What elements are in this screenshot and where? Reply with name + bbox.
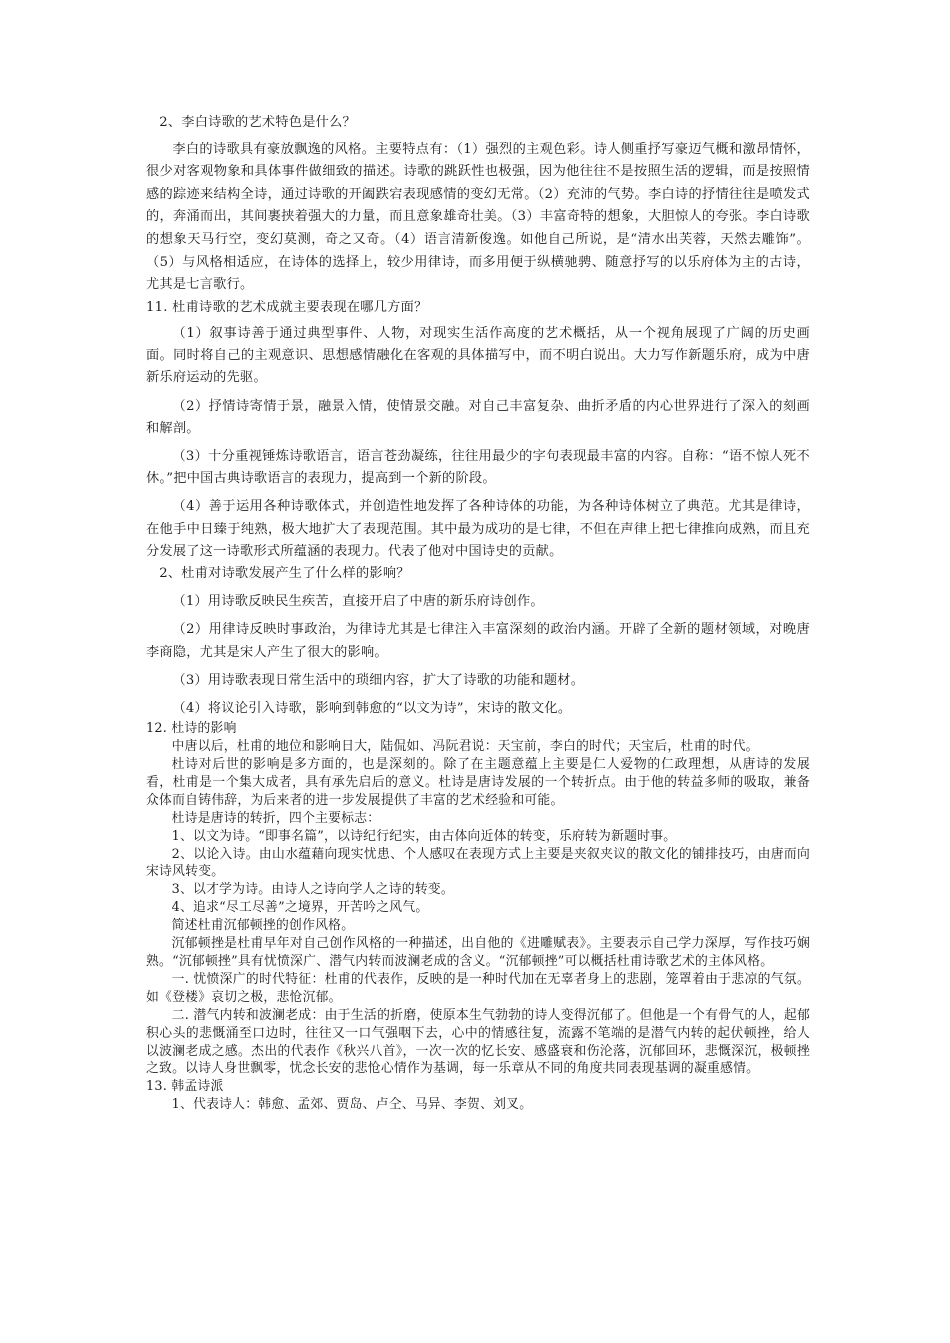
influence-item-4: （4）将议论引入诗歌，影响到韩愈的“以文为诗”，宋诗的散文化。 — [172, 701, 572, 716]
section-13-title: 13. 韩孟诗派 — [146, 1079, 224, 1095]
dufu-section — [146, 297, 810, 720]
section-12 — [146, 720, 810, 1114]
dufu-answer-3: （3）十分重视锤炼诗歌语言，语言苍劲凝练，往往用最少的字句表现最丰富的内容。自称：“语不惊人死不休。”把中国古典诗歌语言的表现力，提高到一个新的阶段。 — [146, 448, 810, 487]
section-12-para-7: 4、追求“尽工尽善”之境界，开苦吟之风气。 — [171, 900, 429, 916]
section-12-para-1: 中唐以后，杜甫的地位和影响日大，陆侃如、冯阮君说：天宝前，李白的时代；天宝后，杜甫的时代。 — [171, 739, 759, 755]
section-12-para-9: 沉郁顿挫是杜甫早年对自己创作风格的一种描述，出自他的《进雕赋表》。主要表示自己学力深厚，写作技巧娴熟。“沉郁顿挫”具有忧愤深广、潜气内转而波澜老成的含义。“沉郁顿挫”可以概括杜甫诗歌艺术的主体风格。 — [146, 936, 810, 969]
dufu-answer-2: （2）抒情诗寄情于景，融景入情，使情景交融。对自己丰富复杂、曲折矛盾的内心世界进行了深入的刻画和解剖。 — [146, 398, 810, 436]
dufu-question: 11. 杜甫诗歌的艺术成就主要表现在哪几方面？ — [146, 299, 428, 315]
section-12-para-5: 2、以论入诗。由山水蕴藉向现实忧患、个人感叹在表现方式上主要是夹叙夹议的散文化的铺排技巧，由唐而向宋诗风转变。 — [146, 846, 810, 880]
influence-item-2: （2）用律诗反映时事政治，为律诗尤其是七律注入丰富深刻的政治内涵。开辟了全新的题材领域，对晚唐李商隐，尤其是宋人产生了很大的影响。 — [146, 622, 810, 660]
dufu-answer-1: （1）叙事诗善于通过典型事件、人物，对现实生活作高度的艺术概括，从一个视角展现了广阔的历史画面。同时将自己的主观意识、思想感情融化在客观的具体描写中，而不明白说出。大力写作新题乐府，成为中唐新乐府运动的先驱。 — [146, 325, 810, 386]
section-12-para-6: 3、以才学为诗。由诗人之诗向学人之诗的转变。 — [171, 882, 454, 898]
dufu-answer-4: （4）善于运用各种诗歌体式，并创造性地发挥了各种诗体的功能，为各种诗体树立了典范。尤其是律诗，在他手中日臻于纯熟，极大地扩大了表现范围。其中最为成功的是七律，不但在声律上把七律推向成熟，而且充分发展了这一诗歌形式所蕴涵的表现力。代表了他对中国诗史的贡献。 — [146, 499, 810, 559]
document-page — [146, 112, 810, 1114]
section-13-para-1: 1、代表诗人：韩愈、孟郊、贾岛、卢仝、马异、李贺、刘叉。 — [171, 1097, 533, 1113]
section-12-title: 12. 杜诗的影响 — [146, 721, 237, 737]
libai-answer: 李白的诗歌具有豪放飘逸的风格。主要特点有：（1）强烈的主观色彩。诗人侧重抒写豪迈气概和激昂情怀，很少对客观物象和具体事件做细致的描述。诗歌的跳跃性也极强，因为他往往不是按照生活的逻辑，而是按照情感的踪迹来结构全诗，通过诗歌的开阖跌宕表现感情的变幻无常。（2）充沛的气势。李白诗的抒情往往是喷发式的，奔涌而出，其间裹挟着强大的力量，而且意象雄奇壮美。（3）丰富奇特的想象，大胆惊人的夸张。李白诗歌的想象天马行空，变幻莫测，奇之又奇。（4）语言清新俊逸。如他自己所说，是“清水出芙蓉，天然去雕饰”。（5）与风格相适应，在诗体的选择上，较少用律诗，而多用便于纵横驰骋、随意抒写的以乐府体为主的古诗，尤其是七言歌行。 — [146, 141, 810, 293]
section-12-para-4: 1、以文为诗。“即事名篇”，以诗纪行纪实，由古体向近体的转变，乐府转为新题时事。 — [171, 828, 677, 844]
libai-section — [146, 112, 810, 297]
section-12-para-11: 二. 潜气内转和波澜老成：由于生活的折磨，使原本生气勃勃的诗人变得沉郁了。但他是一个有骨气的人，起郁积心头的悲慨涌至口边时，往往又一口气强咽下去，心中的情感往复，流露不笔端的是潜气内转的起伏顿挫，给人以波澜老成之感。杰出的代表作《秋兴八首》，一次一次的忆长安、感盛衰和伤沦落，沉郁回环，悲慨深沉，极顿挫之致。以诗人身世飘零，忧念长安的悲怆心情作为基调，每一乐章从不同的角度共同表现基调的凝重感情。 — [146, 1007, 810, 1077]
section-12-para-8: 简述杜甫沉郁顿挫的创作风格。 — [171, 918, 355, 934]
libai-question: 2、李白诗歌的艺术特色是什么？ — [159, 115, 356, 130]
section-12-para-3: 杜诗是唐诗的转折，四个主要标志： — [171, 810, 381, 826]
influence-item-1: （1）用诗歌反映民生疾苦，直接开启了中唐的新乐府诗创作。 — [172, 594, 544, 610]
influence-item-3: （3）用诗歌表现日常生活中的琐细内容，扩大了诗歌的功能和题材。 — [172, 672, 585, 688]
influence-question: 2、杜甫对诗歌发展产生了什么样的影响？ — [159, 565, 410, 581]
section-12-para-10: 一. 忧愤深广的时代特征：杜甫的代表作，反映的是一种时代加在无辜者身上的悲剧，笼罩着由于悲凉的气氛。如《登楼》哀切之极，悲怆沉郁。 — [146, 971, 810, 1005]
section-12-para-2: 杜诗对后世的影响是多方面的，也是深刻的。除了在主题意蕴上主要是仁人爱物的仁政理想，从唐诗的发展看，杜甫是一个集大成者，具有承先启后的意义。杜诗是唐诗发展的一个转折点。由于他的转益多师的吸取，兼备众体而自铸伟辞，为后来者的进一步发展提供了丰富的艺术经验和可能。 — [146, 757, 810, 808]
